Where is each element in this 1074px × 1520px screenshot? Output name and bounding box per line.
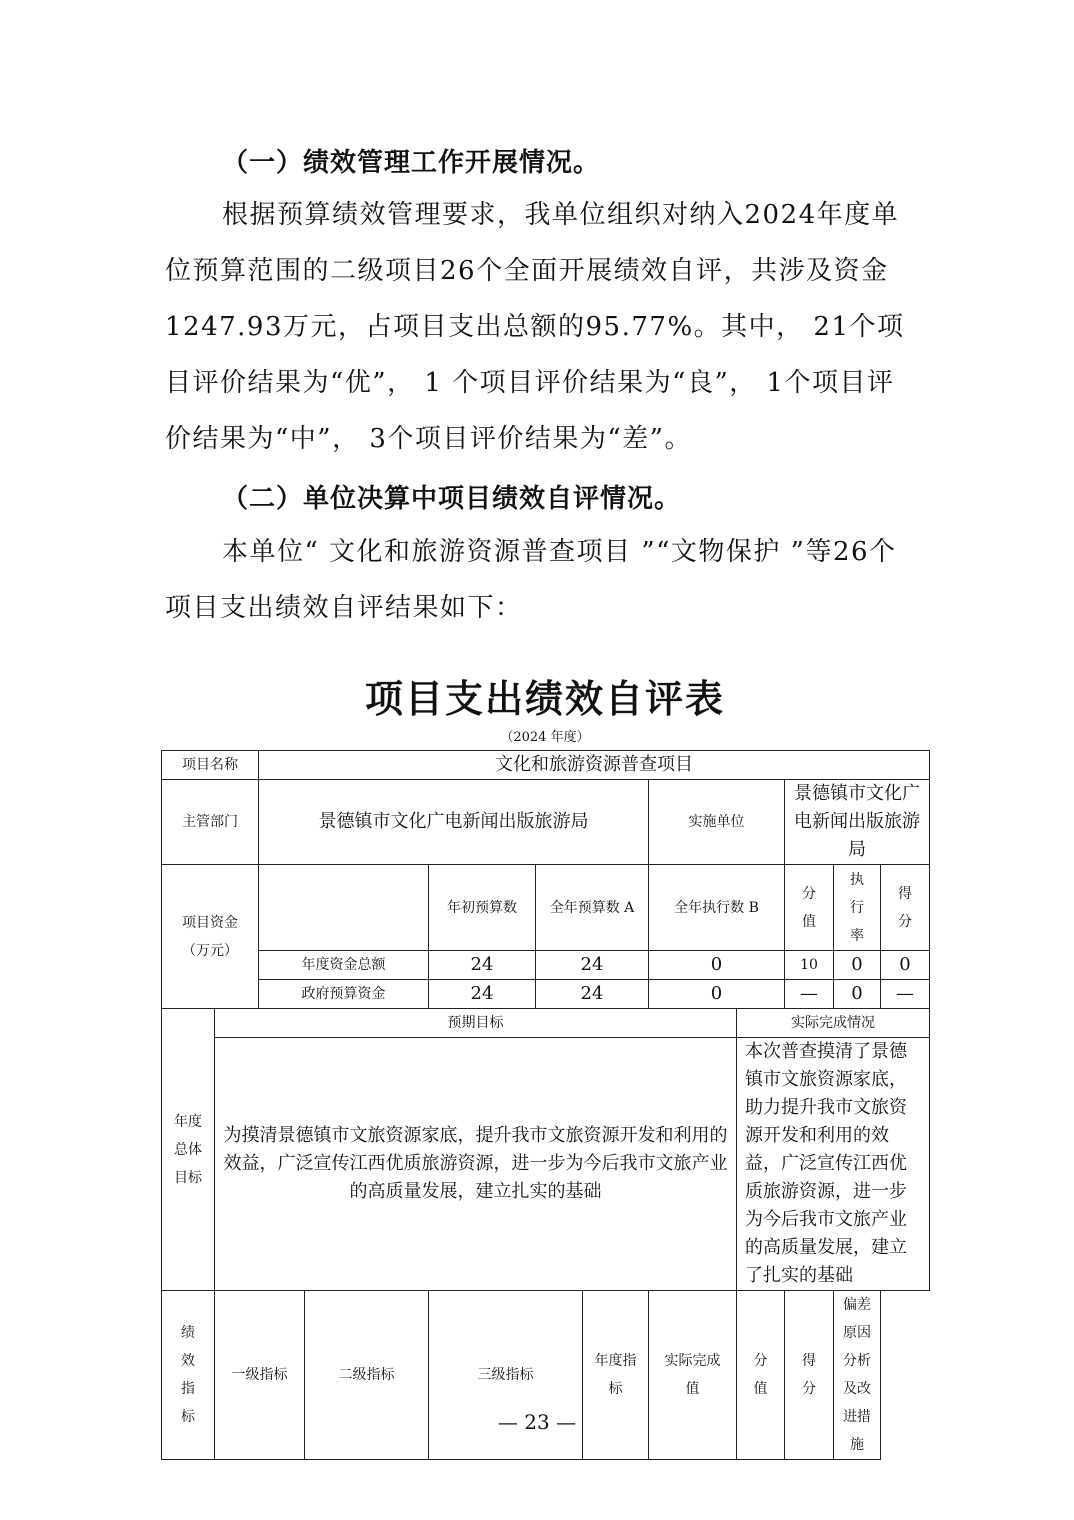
funds-row-label: 政府预算资金 [259,980,429,1009]
indicator-header-deviation: 偏差原因分析及改进措施 [834,1291,881,1460]
section-2-heading: （二）单位决算中项目绩效自评情况。 [222,484,682,514]
funds-row-score: — [881,980,930,1009]
funds-row-rate: 0 [834,980,881,1009]
funds-header-initial: 年初预算数 [429,865,536,951]
funds-row-initial: 24 [429,951,536,980]
funds-header-blank [259,865,429,951]
performance-table [161,750,930,1460]
indicator-header-score-value: 分值 [737,1291,785,1460]
indicator-header-annual: 年度指标 [583,1291,649,1460]
goal-label: 年度总体目标 [162,1009,215,1291]
actual-result: 本次普查摸清了景德镇市文旅资源家底，助力提升我市文旅资源开发和利用的效益，广泛宣传江西优质旅游资源，进一步为今后我市文旅产业的高质量发展，建立了扎实的基础 [737,1038,930,1291]
funds-header-annual: 全年预算数 A [536,865,649,951]
table-title: 项目支出绩效自评表 [364,677,725,721]
funds-header-score-value: 分值 [785,865,834,951]
funds-row-score: 0 [881,951,930,980]
table-year: （2024 年度） [500,730,590,745]
indicator-header-actual: 实际完成值 [649,1291,737,1460]
funds-header-executed: 全年执行数 B [649,865,785,951]
section-2-paragraph: 本单位“ 文化和旅游资源普查项目 ”“文物保护 ”等26个项目支出绩效自评结果如下： [165,537,897,623]
page-number: — 23 — [497,1410,577,1434]
impl-value: 景德镇市文化广电新闻出版旅游局 [785,780,930,865]
funds-header-score: 得分 [881,865,930,951]
funds-row-executed: 0 [649,980,785,1009]
funds-row-annual: 24 [536,980,649,1009]
project-name-label: 项目名称 [162,751,259,780]
actual-label: 实际完成情况 [737,1009,930,1038]
funds-row-label: 年度资金总额 [259,951,429,980]
funds-header-rate: 执行率 [834,865,881,951]
indicator-header-level1: 一级指标 [215,1291,305,1460]
funds-row-executed: 0 [649,951,785,980]
funds-row-annual: 24 [536,951,649,980]
indicator-header-level3: 三级指标 [429,1291,583,1460]
funds-label: 项目资金（万元） [162,865,259,1009]
funds-row-initial: 24 [429,980,536,1009]
funds-row-rate: 0 [834,951,881,980]
impl-label: 实施单位 [649,780,785,865]
project-name-value: 文化和旅游资源普查项目 [259,751,930,780]
indicator-header-score: 得分 [785,1291,834,1460]
section-1-paragraph: 根据预算绩效管理要求，我单位组织对纳入2024年度单位预算范围的二级项目26个全面开展绩效自评，共涉及资金1247.93万元，占项目支出总额的95.77%。其中， 21个项目评价结果为“优”， 1 个项目评价结果为“良”， 1个项目评价结果为“中”， 3个项目评价结果为“差”。 [165,200,905,454]
section-1-heading: （一）绩效管理工作开展情况。 [222,148,601,178]
indicator-header-level2: 二级指标 [305,1291,429,1460]
funds-row-score-value: 10 [785,951,834,980]
dept-label: 主管部门 [162,780,259,865]
dept-value: 景德镇市文化广电新闻出版旅游局 [259,780,649,865]
expected-label: 预期目标 [215,1009,737,1038]
expected-goal: 为摸清景德镇市文旅资源家底，提升我市文旅资源开发和利用的效益，广泛宣传江西优质旅游资源，进一步为今后我市文旅产业的高质量发展，建立扎实的基础 [215,1038,737,1291]
funds-row-score-value: — [785,980,834,1009]
indicator-label: 绩效指标 [162,1291,215,1460]
